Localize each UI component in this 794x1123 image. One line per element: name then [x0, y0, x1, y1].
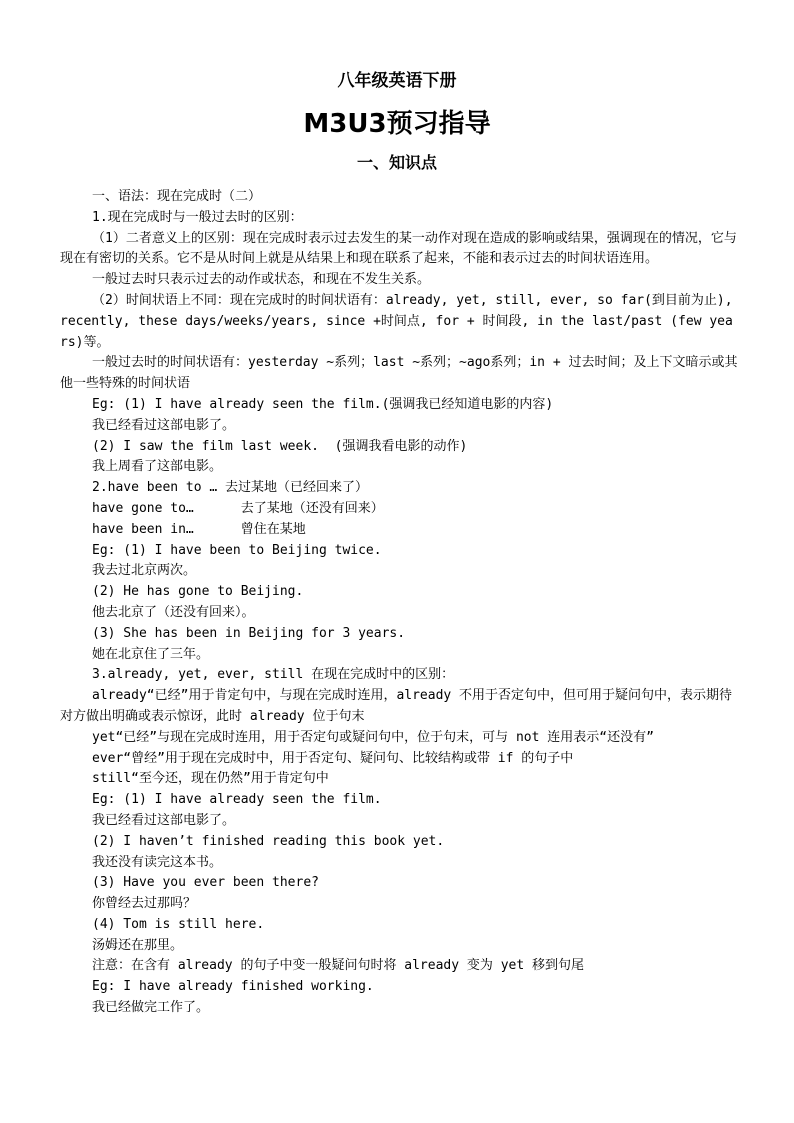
text-line: Eg: (1) I have already seen the film.: [92, 792, 382, 808]
text-line: ever“曾经”用于现在完成时中，用于否定句、疑问句、比较结构或带 if 的句子中: [92, 750, 574, 766]
text-line: have been in… 曾住在某地: [92, 521, 306, 537]
text-line: 我已经做完工作了。: [92, 1000, 210, 1016]
text-line: 他去北京了（还没有回来）。: [92, 604, 255, 620]
text-line: （1）二者意义上的区别：现在完成时表示过去发生的某一动作对现在造成的影响或结果，强调现在的情况，它与现在有密切的关系。它不是从时间上就是从结果上和现在联系了起来，不能和表示过去的时间状语连用。: [60, 230, 737, 267]
text-line: 一般过去时只表示过去的动作或状态，和现在不发生关系。: [92, 272, 431, 288]
text-line: have gone to… 去了某地（还没有回来）: [92, 500, 384, 516]
text-line: already“已经”用于肯定句中，与现在完成时连用，already 不用于否定句中，但可用于疑问句中，表示期待对方做出明确或表示惊讶，此时 already 位于句末: [60, 688, 733, 724]
text-line: 我已经看过这部电影了。: [92, 417, 236, 433]
text-line: 3.already, yet, ever, still 在现在完成时中的区别：: [92, 667, 455, 683]
text-line: 我还没有读完这本书。: [92, 854, 223, 870]
text-line: 1.现在完成时与一般过去时的区别：: [92, 209, 303, 225]
text-line: (2) I saw the film last week. (强调我看电影的动作): [92, 438, 468, 454]
text-line: 你曾经去过那吗？: [92, 896, 197, 912]
document-body: [60, 187, 741, 1019]
text-line: （2）时间状语上不同：现在完成时的时间状语有：already, yet, still, ever, so far(到目前为止), recently, these days/weeks/years, since +时间点, for + 时间段, in the last/past (few years)等。: [60, 292, 741, 350]
text-line: Eg: (1) I have been to Beijing twice.: [92, 542, 382, 558]
text-line: 我已经看过这部电影了。: [92, 812, 236, 828]
text-line: (2) He has gone to Beijing.: [92, 584, 304, 600]
text-line: still“至今还，现在仍然”用于肯定句中: [92, 771, 329, 787]
text-line: (3) She has been in Beijing for 3 years.: [92, 625, 406, 641]
unit-title: M3U3预习指导: [303, 109, 491, 139]
text-line: 我上周看了这部电影。: [92, 459, 223, 475]
text-line: 她在北京住了三年。: [92, 646, 210, 662]
text-line: 2.have been to … 去过某地（已经回来了）: [92, 480, 369, 496]
text-line: yet“已经”与现在完成时连用，用于否定句或疑问句中，位于句末，可与 not 连用表示“还没有”: [92, 729, 654, 745]
text-line: Eg: (1) I have already seen the film.(强调我已经知道电影的内容): [92, 396, 554, 412]
text-line: 一般过去时的时间状语有：yesterday ~系列；last ~系列；~ago系列；in + 过去时间；及上下文暗示或其他一些特殊的时间状语: [60, 355, 738, 392]
text-line: 注意：在含有 already 的句子中变一般疑问句时将 already 变为 yet 移到句尾: [92, 958, 585, 974]
text-line: 一、语法：现在完成时（二）: [92, 189, 262, 204]
grade-title: 八年级英语下册: [337, 71, 457, 91]
text-line: (2) I haven’t finished reading this book yet.: [92, 833, 445, 849]
text-line: (3) Have you ever been there?: [92, 875, 319, 891]
text-line: 汤姆还在那里。: [92, 937, 184, 953]
section-title: 一、知识点: [356, 153, 437, 172]
text-line: (4) Tom is still here.: [92, 916, 265, 932]
text-line: Eg: I have already finished working.: [92, 979, 374, 995]
text-line: 我去过北京两次。: [92, 563, 197, 579]
